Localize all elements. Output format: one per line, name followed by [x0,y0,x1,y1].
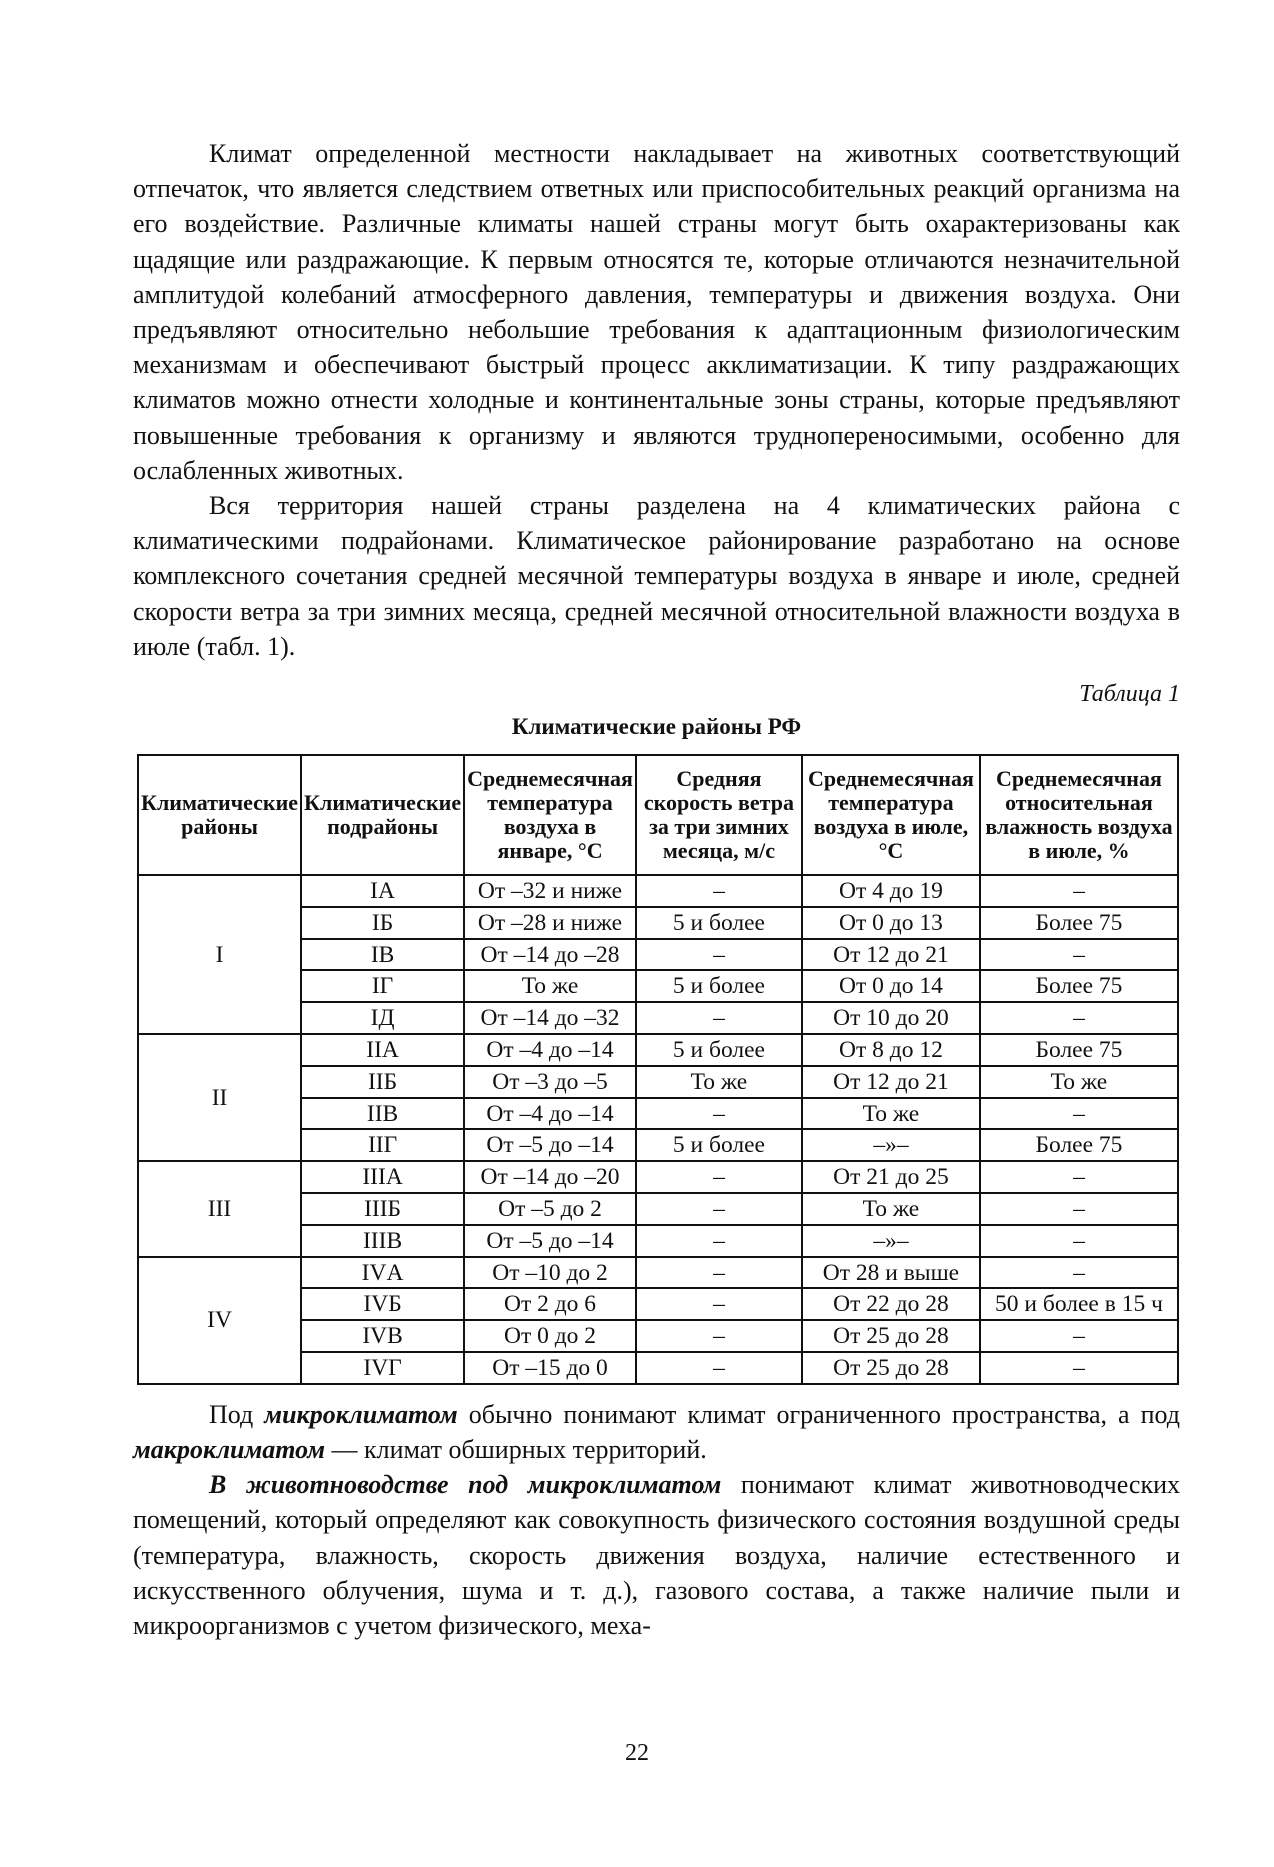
cell-wind: – [636,1352,802,1384]
cell-humidity: – [980,1193,1178,1225]
cell-jul-temp: От 21 до 25 [802,1161,980,1193]
cell-humidity: То же [980,1066,1178,1098]
text: — климат обширных территорий. [325,1435,707,1464]
cell-jul-temp: –»– [802,1129,980,1161]
cell-jan-temp: От –3 до –5 [464,1066,636,1098]
cell-wind: – [636,1320,802,1352]
cell-jan-temp: То же [464,970,636,1002]
cell-humidity: Более 75 [980,1129,1178,1161]
cell-jan-temp: От 0 до 2 [464,1320,636,1352]
text: обычно понимают климат ограниченного пространства, а под [457,1399,1180,1429]
cell-wind: 5 и более [636,907,802,939]
cell-jan-temp: От –32 и ниже [464,875,636,907]
cell-subregion: IVБ [301,1288,464,1320]
header-wind: Средняя скорость ветра за три зимних месяца, м/с [636,755,802,875]
cell-humidity: – [980,1320,1178,1352]
term-livestock-microclimate: В животноводстве под микроклиматом [209,1470,722,1500]
paragraph-livestock-microclimate [133,1467,1180,1643]
page-number: 22 [625,1740,649,1766]
cell-jan-temp: От –4 до –14 [464,1098,636,1130]
cell-jul-temp: От 25 до 28 [802,1320,980,1352]
cell-wind: – [636,1002,802,1034]
cell-region: II [138,1034,301,1161]
table-row [138,1257,1178,1289]
cell-jan-temp: От –14 до –32 [464,1002,636,1034]
cell-wind: 5 и более [636,1129,802,1161]
cell-subregion: IВ [301,939,464,971]
text: Под [209,1399,265,1429]
table-title: Климатические районы РФ [511,714,802,740]
cell-jan-temp: От –14 до –28 [464,939,636,971]
header-region: Климатические районы [138,755,301,875]
table-row [138,1161,1178,1193]
cell-subregion: IIА [301,1034,464,1066]
cell-wind: – [636,1257,802,1289]
cell-jan-temp: От –10 до 2 [464,1257,636,1289]
cell-jan-temp: От –5 до –14 [464,1225,636,1257]
cell-subregion: IVВ [301,1320,464,1352]
paragraph-climate-regions: Вся территория нашей страны разделена на 4 климатических района с климатическими подрайонами. Климатическое районирование разработано на основе комплексного сочетания средней месячной температуры воздуха в январе и июле, средней скорости ветра за три зимних месяца, средней месячной относительной влажности воздуха в июле (табл. 1). [133,491,1180,661]
cell-humidity: – [980,1225,1178,1257]
cell-subregion: IIБ [301,1066,464,1098]
cell-wind: – [636,1288,802,1320]
cell-jul-temp: То же [802,1193,980,1225]
cell-jul-temp: То же [802,1098,980,1130]
cell-wind: – [636,1161,802,1193]
cell-humidity: Более 75 [980,1034,1178,1066]
table-number: Таблица 1 [1079,681,1180,708]
cell-jul-temp: От 4 до 19 [802,875,980,907]
cell-humidity: – [980,1352,1178,1384]
cell-humidity: Более 75 [980,970,1178,1002]
cell-subregion: IIГ [301,1129,464,1161]
cell-subregion: IIIА [301,1161,464,1193]
cell-jul-temp: От 12 до 21 [802,939,980,971]
cell-humidity: – [980,1098,1178,1130]
text: понимают климат животноводческих помещений, который определяют как совокупность физического состояния воздушной среды (температура, влажность, скорость движения воздуха, наличие естественного и искусственного облучения, шума и т. д.), газового состава, а также наличие пыли и микроорганизмов с учетом физического, меха- [133,1470,1180,1641]
cell-jan-temp: От –14 до –20 [464,1161,636,1193]
cell-wind: – [636,1193,802,1225]
cell-wind: – [636,1098,802,1130]
cell-wind: – [636,939,802,971]
cell-subregion: IVГ [301,1352,464,1384]
term-microclimate: микроклиматом [264,1399,458,1429]
climate-regions-table [137,754,1179,1385]
header-subregion: Климатические подрайоны [301,755,464,875]
cell-jul-temp: –»– [802,1225,980,1257]
cell-humidity: – [980,1161,1178,1193]
cell-jan-temp: От –5 до 2 [464,1193,636,1225]
table-row [138,1034,1178,1066]
cell-subregion: IА [301,875,464,907]
cell-wind: – [636,875,802,907]
cell-jul-temp: От 12 до 21 [802,1066,980,1098]
page-content [133,136,1180,1643]
cell-wind: То же [636,1066,802,1098]
cell-humidity: 50 и более в 15 ч [980,1288,1178,1320]
cell-jan-temp: От 2 до 6 [464,1288,636,1320]
cell-subregion: IVА [301,1257,464,1289]
cell-region: IV [138,1257,301,1384]
cell-jan-temp: От –15 до 0 [464,1352,636,1384]
cell-wind: – [636,1225,802,1257]
cell-humidity: Более 75 [980,907,1178,939]
header-humidity: Среднемесячная относительная влажность воздуха в июле, % [980,755,1178,875]
cell-subregion: IIIВ [301,1225,464,1257]
cell-jul-temp: От 25 до 28 [802,1352,980,1384]
cell-subregion: IГ [301,970,464,1002]
cell-jul-temp: От 0 до 14 [802,970,980,1002]
cell-humidity: – [980,939,1178,971]
cell-region: I [138,875,301,1034]
cell-subregion: IIВ [301,1098,464,1130]
cell-jan-temp: От –28 и ниже [464,907,636,939]
paragraph-microclimate-definition [133,1397,1180,1467]
cell-jul-temp: От 10 до 20 [802,1002,980,1034]
cell-wind: 5 и более [636,970,802,1002]
cell-wind: 5 и более [636,1034,802,1066]
cell-jan-temp: От –4 до –14 [464,1034,636,1066]
cell-jan-temp: От –5 до –14 [464,1129,636,1161]
cell-subregion: IIIБ [301,1193,464,1225]
paragraph-climate-effects: Климат определенной местности накладывает на животных соответствующий отпечаток, что является следствием ответных или приспособительных реакций организма на его воздействие. Различные климаты нашей страны могут быть охарактеризованы как щадящие или раздражающие. К первым относятся те, которые отличаются незначительной амплитудой колебаний атмосферного давления, температуры и движения воздуха. Они предъявляют относительно небольшие требования к адаптационным физиологическим механизмам и обеспечивают быстрый процесс акклиматизации. К типу раздражающих климатов можно отнести холодные и континентальные зоны страны, которые предъявляют повышенные требования к организму и являются труднопереносимыми, особенно для ослабленных животных. [133,139,1180,485]
table-row [138,875,1178,907]
term-macroclimate: макроклиматом [133,1435,326,1464]
cell-subregion: IБ [301,907,464,939]
cell-jul-temp: От 22 до 28 [802,1288,980,1320]
cell-humidity: – [980,1257,1178,1289]
cell-jul-temp: От 8 до 12 [802,1034,980,1066]
cell-region: III [138,1161,301,1256]
header-jul-temp: Среднемесячная температура воздуха в июле, °С [802,755,980,875]
header-jan-temp: Среднемесячная температура воздуха в январе, °С [464,755,636,875]
table-header-row [138,755,1178,875]
cell-humidity: – [980,1002,1178,1034]
cell-jul-temp: От 0 до 13 [802,907,980,939]
cell-subregion: IД [301,1002,464,1034]
cell-jul-temp: От 28 и выше [802,1257,980,1289]
cell-humidity: – [980,875,1178,907]
